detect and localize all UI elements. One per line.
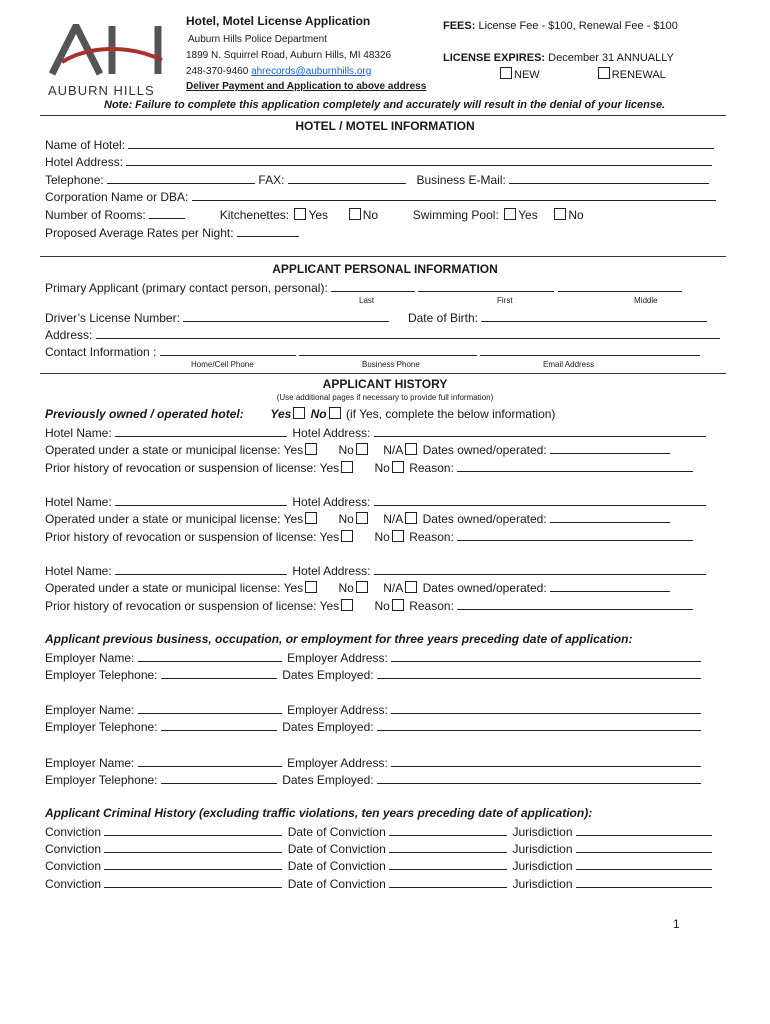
contact-info-label: Contact Information : xyxy=(45,345,157,359)
operated-no-label: No xyxy=(338,512,354,526)
pool-yes-checkbox[interactable] xyxy=(504,208,516,220)
history-operated-label: Operated under a state or municipal license: xyxy=(45,581,281,595)
jurisdiction-field-2[interactable] xyxy=(576,841,712,853)
corporation-row xyxy=(45,189,716,204)
denial-note: Note: Failure to complete this application completely and accurately will result in the denial of your license. xyxy=(104,99,666,111)
primary-applicant-label: Primary Applicant (primary contact person, personal): xyxy=(45,281,328,295)
hotel-address-row xyxy=(45,154,712,169)
logo-text: AUBURN HILLS xyxy=(48,83,155,98)
divider xyxy=(40,256,726,257)
home-cell-field[interactable] xyxy=(160,344,296,356)
license-expires xyxy=(443,52,674,64)
dates-owned-field-1[interactable] xyxy=(550,442,670,454)
department: Auburn Hills Police Department xyxy=(188,34,327,45)
operated-no-label: No xyxy=(338,581,354,595)
prior-yes-checkbox-1[interactable] xyxy=(341,461,353,473)
fax-label: FAX: xyxy=(258,173,285,187)
business-email-field[interactable] xyxy=(509,172,709,184)
middle-name-field[interactable] xyxy=(558,280,682,292)
logo-mark-icon xyxy=(48,24,166,76)
operated-na-label: N/A xyxy=(383,512,404,526)
business-phone-field[interactable] xyxy=(299,344,477,356)
rooms-row xyxy=(45,207,584,222)
prior-no-checkbox-2[interactable] xyxy=(392,530,404,542)
divider xyxy=(40,373,726,374)
conviction-date-label: Date of Conviction xyxy=(287,842,386,856)
prior-no-checkbox-1[interactable] xyxy=(392,461,404,473)
history-operated-row xyxy=(45,580,670,595)
employer-phone-row xyxy=(45,719,701,734)
history-hotel-row xyxy=(45,494,706,509)
dates-employed-field-1[interactable] xyxy=(377,667,701,679)
reason-field-2[interactable] xyxy=(457,529,693,541)
reason-field-1[interactable] xyxy=(457,460,693,472)
conviction-row xyxy=(45,824,712,839)
employer-phone-row xyxy=(45,667,701,682)
expires-text: December 31 ANNUALLY xyxy=(548,52,674,64)
employment-heading: Applicant previous business, occupation, or employment for three years preceding date of application: xyxy=(45,632,633,646)
hotel-address-field[interactable] xyxy=(126,154,712,166)
renewal-checkbox[interactable] xyxy=(598,67,610,79)
conviction-field-2[interactable] xyxy=(104,841,282,853)
operated-na-checkbox-3[interactable] xyxy=(405,581,417,593)
employer-phone-label: Employer Telephone: xyxy=(45,773,158,787)
employer-name-field-3[interactable] xyxy=(138,755,282,767)
fees-text: License Fee - $100, Renewal Fee - $100 xyxy=(478,20,678,32)
email-address-caption: Email Address xyxy=(543,360,595,369)
employer-phone-field-2[interactable] xyxy=(161,719,277,731)
drivers-license-field[interactable] xyxy=(183,310,389,322)
operated-na-checkbox-1[interactable] xyxy=(405,443,417,455)
prev-no-label: No xyxy=(310,407,327,421)
new-checkbox[interactable] xyxy=(500,67,512,79)
jurisdiction-label: Jurisdiction xyxy=(512,859,573,873)
dates-owned-field-3[interactable] xyxy=(550,580,670,592)
corporation-field[interactable] xyxy=(192,189,716,201)
dates-owned-field-2[interactable] xyxy=(550,511,670,523)
operated-no-checkbox-2[interactable] xyxy=(356,512,368,524)
history-hotel-address-label: Hotel Address: xyxy=(292,564,371,578)
dates-employed-field-2[interactable] xyxy=(377,719,701,731)
deliver-note: Deliver Payment and Application to above address xyxy=(186,81,427,92)
prior-yes-label: Yes xyxy=(319,599,340,613)
contact-line xyxy=(186,66,371,77)
dates-employed-label: Dates Employed: xyxy=(282,720,374,734)
operated-no-label: No xyxy=(338,443,354,457)
applicant-info-heading: APPLICANT PERSONAL INFORMATION xyxy=(272,262,498,276)
history-operated-label: Operated under a state or municipal license: xyxy=(45,512,281,526)
reason-field-3[interactable] xyxy=(457,598,693,610)
criminal-heading: Applicant Criminal History (excluding traffic violations, ten years preceding date of application): xyxy=(45,806,593,820)
history-prior-row xyxy=(45,460,693,475)
employer-address-label: Employer Address: xyxy=(287,703,388,717)
dob-field[interactable] xyxy=(481,310,707,322)
prior-no-label: No xyxy=(374,530,390,544)
conviction-date-field-4[interactable] xyxy=(389,876,507,888)
history-prior-row xyxy=(45,529,693,544)
hotel-name-row xyxy=(45,137,714,152)
dates-employed-field-3[interactable] xyxy=(377,772,701,784)
history-hotel-row xyxy=(45,425,706,440)
kitchenettes-no-checkbox[interactable] xyxy=(349,208,361,220)
last-caption: Last xyxy=(359,296,375,305)
business-email-label: Business E-Mail: xyxy=(416,173,506,187)
operated-yes-label: Yes xyxy=(283,512,304,526)
employer-name-label: Employer Name: xyxy=(45,703,135,717)
employer-phone-field-3[interactable] xyxy=(161,772,277,784)
employer-name-field-2[interactable] xyxy=(138,702,282,714)
history-hotel-address-label: Hotel Address: xyxy=(292,426,371,440)
prior-revocation-label: Prior history of revocation or suspension of license: xyxy=(45,461,317,475)
prior-no-label: No xyxy=(374,461,390,475)
hotel-address-label: Hotel Address: xyxy=(45,155,124,169)
operated-no-checkbox-1[interactable] xyxy=(356,443,368,455)
prev-no-checkbox[interactable] xyxy=(329,407,341,419)
department-email-link[interactable]: ahrecords@auburnhills.org xyxy=(251,66,372,77)
rates-label: Proposed Average Rates per Night: xyxy=(45,226,234,240)
middle-caption: Middle xyxy=(634,296,658,305)
reason-label: Reason: xyxy=(409,530,454,544)
rooms-field[interactable] xyxy=(149,207,185,219)
employer-address-label: Employer Address: xyxy=(287,756,388,770)
employer-phone-field-1[interactable] xyxy=(161,667,277,679)
conviction-date-field-2[interactable] xyxy=(389,841,507,853)
history-operated-row xyxy=(45,442,670,457)
renewal-label: RENEWAL xyxy=(611,69,666,81)
drivers-license-label: Driver’s License Number: xyxy=(45,311,180,325)
employer-name-label: Employer Name: xyxy=(45,756,135,770)
conviction-date-label: Date of Conviction xyxy=(287,859,386,873)
kitchenettes-yes-checkbox[interactable] xyxy=(294,208,306,220)
employer-name-row xyxy=(45,755,701,770)
operated-na-label: N/A xyxy=(383,581,404,595)
history-hotel-address-field-2[interactable] xyxy=(374,494,706,506)
prior-revocation-label: Prior history of revocation or suspension of license: xyxy=(45,599,317,613)
divider xyxy=(40,115,726,116)
history-hotel-name-label: Hotel Name: xyxy=(45,495,112,509)
operated-na-checkbox-2[interactable] xyxy=(405,512,417,524)
previously-owned-label: Previously owned / operated hotel: xyxy=(45,407,244,421)
employer-address-field-1[interactable] xyxy=(391,650,701,662)
history-hotel-name-field-2[interactable] xyxy=(115,494,287,506)
rooms-label: Number of Rooms: xyxy=(45,208,146,222)
conviction-label: Conviction xyxy=(45,842,102,856)
new-label: NEW xyxy=(514,69,540,81)
contact-email-field[interactable] xyxy=(480,344,700,356)
telephone-label: Telephone: xyxy=(45,173,104,187)
operated-yes-checkbox-1[interactable] xyxy=(305,443,317,455)
applicant-address-field[interactable] xyxy=(96,327,720,339)
reason-label: Reason: xyxy=(409,461,454,475)
prev-yes-label: Yes xyxy=(270,407,292,421)
conviction-date-field-3[interactable] xyxy=(389,858,507,870)
home-cell-caption: Home/Cell Phone xyxy=(191,360,254,369)
applicant-address-row xyxy=(45,327,720,342)
fees xyxy=(443,20,678,32)
reason-label: Reason: xyxy=(409,599,454,613)
prior-yes-label: Yes xyxy=(319,530,340,544)
history-hotel-address-label: Hotel Address: xyxy=(292,495,371,509)
hotel-info-heading: HOTEL / MOTEL INFORMATION xyxy=(295,119,475,133)
dates-employed-label: Dates Employed: xyxy=(282,773,374,787)
logo xyxy=(48,24,166,98)
dates-owned-label: Dates owned/operated: xyxy=(422,512,547,526)
pool-yes-label: Yes xyxy=(518,208,538,222)
employer-name-row xyxy=(45,650,701,665)
pool-no-label: No xyxy=(568,208,584,222)
kitchenettes-no-label: No xyxy=(362,208,379,222)
prior-no-label: No xyxy=(374,599,390,613)
jurisdiction-field-4[interactable] xyxy=(576,876,712,888)
employer-name-row xyxy=(45,702,701,717)
prior-no-checkbox-3[interactable] xyxy=(392,599,404,611)
previously-owned-row xyxy=(45,407,555,421)
operated-na-label: N/A xyxy=(383,443,404,457)
jurisdiction-label: Jurisdiction xyxy=(512,842,573,856)
prior-yes-checkbox-3[interactable] xyxy=(341,599,353,611)
license-type xyxy=(498,67,666,81)
conviction-date-label: Date of Conviction xyxy=(287,825,386,839)
conviction-field-1[interactable] xyxy=(104,824,282,836)
history-prior-row xyxy=(45,598,693,613)
fees-label: FEES: xyxy=(443,20,476,32)
history-hotel-name-field-1[interactable] xyxy=(115,425,287,437)
form-title: Hotel, Motel License Application xyxy=(186,14,371,28)
history-hotel-name-label: Hotel Name: xyxy=(45,426,112,440)
hotel-name-field[interactable] xyxy=(128,137,714,149)
contact-info-row xyxy=(45,344,700,359)
kitchenettes-yes-label: Yes xyxy=(308,208,329,222)
conviction-label: Conviction xyxy=(45,859,102,873)
history-hotel-row xyxy=(45,563,706,578)
employer-address-field-2[interactable] xyxy=(391,702,701,714)
history-hotel-address-field-1[interactable] xyxy=(374,425,706,437)
conviction-field-4[interactable] xyxy=(104,876,282,888)
fax-field[interactable] xyxy=(288,172,406,184)
dates-owned-label: Dates owned/operated: xyxy=(422,443,547,457)
employer-phone-label: Employer Telephone: xyxy=(45,668,158,682)
employer-address-field-3[interactable] xyxy=(391,755,701,767)
jurisdiction-field-3[interactable] xyxy=(576,858,712,870)
kitchenettes-label: Kitchenettes: xyxy=(219,208,290,222)
dob-label: Date of Birth: xyxy=(407,311,478,325)
drivers-license-row xyxy=(45,310,707,325)
employer-name-field-1[interactable] xyxy=(138,650,282,662)
department-address: 1899 N. Squirrel Road, Auburn Hills, MI 48326 xyxy=(186,50,392,61)
employer-name-label: Employer Name: xyxy=(45,651,135,665)
conviction-label: Conviction xyxy=(45,825,102,839)
pool-no-checkbox[interactable] xyxy=(554,208,566,220)
operated-yes-checkbox-3[interactable] xyxy=(305,581,317,593)
jurisdiction-label: Jurisdiction xyxy=(512,877,573,891)
corporation-label: Corporation Name or DBA: xyxy=(45,190,189,204)
history-operated-label: Operated under a state or municipal license: xyxy=(45,443,281,457)
hotel-name-label: Name of Hotel: xyxy=(45,138,126,152)
prev-yes-checkbox[interactable] xyxy=(293,407,305,419)
telephone-row xyxy=(45,172,709,187)
employer-phone-label: Employer Telephone: xyxy=(45,720,158,734)
jurisdiction-label: Jurisdiction xyxy=(512,825,573,839)
conviction-field-3[interactable] xyxy=(104,858,282,870)
employer-phone-row xyxy=(45,772,701,787)
history-operated-row xyxy=(45,511,670,526)
history-hotel-name-label: Hotel Name: xyxy=(45,564,112,578)
operated-yes-label: Yes xyxy=(283,443,304,457)
page-number: 1 xyxy=(673,917,680,931)
rates-row xyxy=(45,225,299,240)
history-hotel-address-field-3[interactable] xyxy=(374,563,706,575)
telephone-field[interactable] xyxy=(107,172,255,184)
operated-yes-label: Yes xyxy=(283,581,304,595)
if-yes-note: (if Yes, complete the below information) xyxy=(345,407,556,421)
business-phone-caption: Business Phone xyxy=(362,360,420,369)
conviction-row xyxy=(45,841,712,856)
department-phone: 248-370-9460 xyxy=(186,66,249,77)
jurisdiction-field-1[interactable] xyxy=(576,824,712,836)
conviction-date-field-1[interactable] xyxy=(389,824,507,836)
conviction-date-label: Date of Conviction xyxy=(287,877,386,891)
history-heading: APPLICANT HISTORY xyxy=(322,377,448,391)
operated-yes-checkbox-2[interactable] xyxy=(305,512,317,524)
history-hotel-name-field-3[interactable] xyxy=(115,563,287,575)
prior-yes-label: Yes xyxy=(319,461,340,475)
pool-label: Swimming Pool: xyxy=(412,208,499,222)
first-caption: First xyxy=(497,296,513,305)
conviction-row xyxy=(45,876,712,891)
employer-address-label: Employer Address: xyxy=(287,651,388,665)
conviction-row xyxy=(45,858,712,873)
operated-no-checkbox-3[interactable] xyxy=(356,581,368,593)
prior-yes-checkbox-2[interactable] xyxy=(341,530,353,542)
dates-employed-label: Dates Employed: xyxy=(282,668,374,682)
dates-owned-label: Dates owned/operated: xyxy=(422,581,547,595)
conviction-label: Conviction xyxy=(45,877,102,891)
primary-applicant-row xyxy=(45,280,682,295)
applicant-address-label: Address: xyxy=(45,328,93,342)
expires-label: LICENSE EXPIRES: xyxy=(443,52,546,64)
prior-revocation-label: Prior history of revocation or suspension of license: xyxy=(45,530,317,544)
first-name-field[interactable] xyxy=(418,280,554,292)
last-name-field[interactable] xyxy=(331,280,415,292)
rates-field[interactable] xyxy=(237,225,299,237)
history-subnote: (Use additional pages if necessary to provide full information) xyxy=(276,393,494,402)
